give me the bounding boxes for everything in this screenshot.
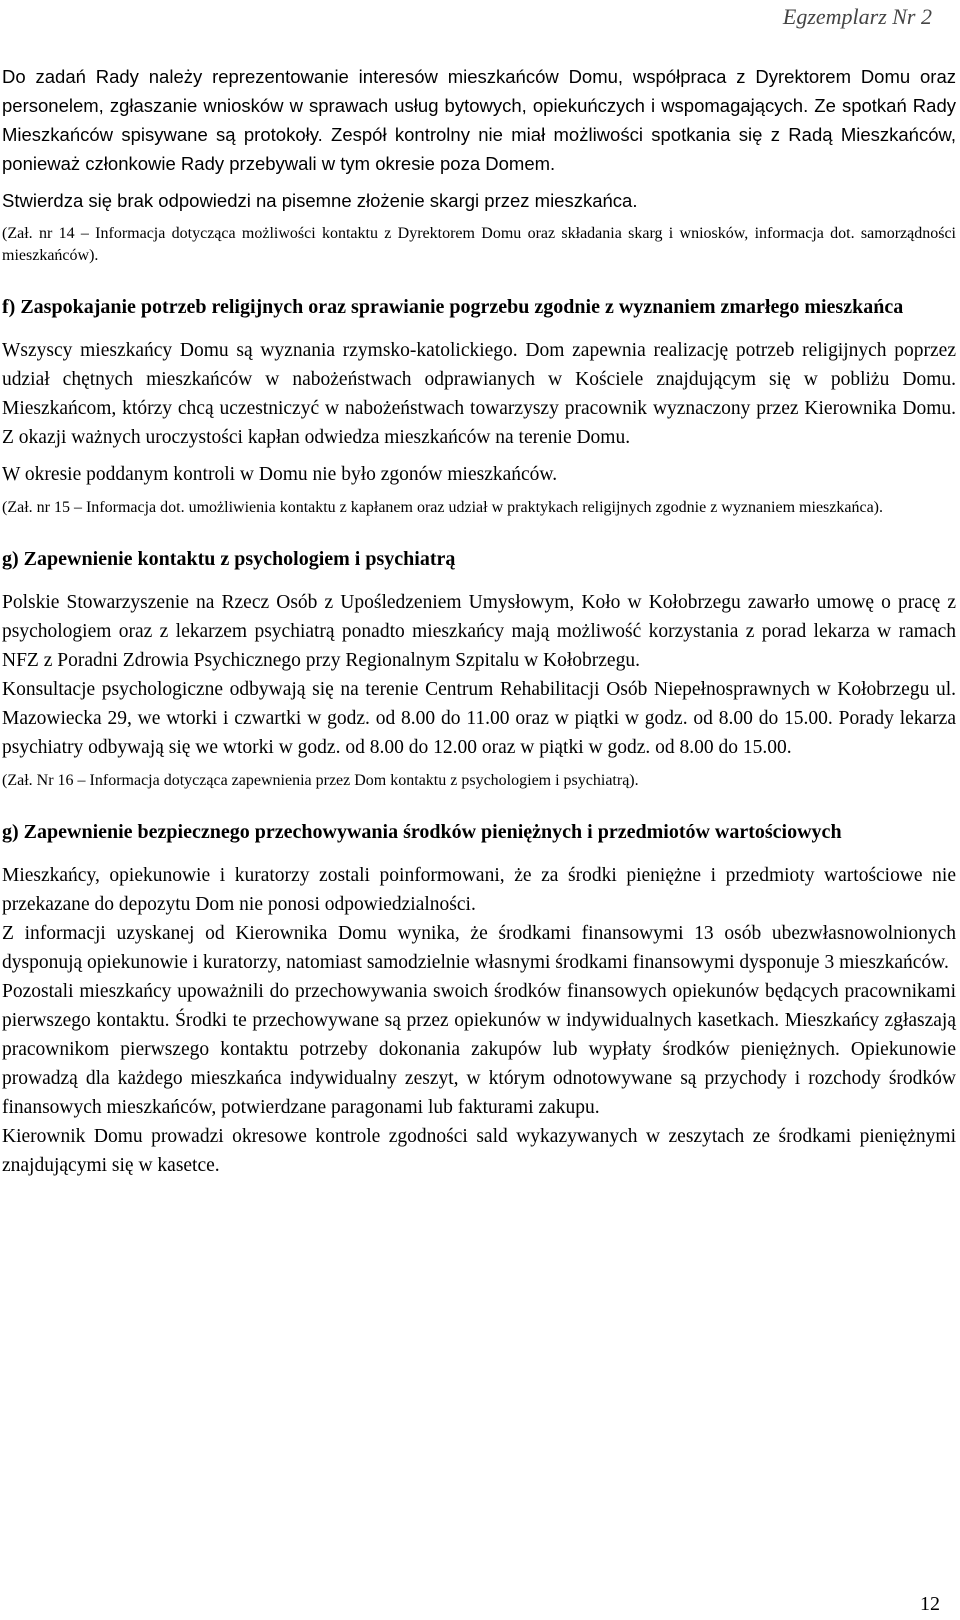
- page-number: 12: [920, 1593, 940, 1615]
- attachment-note-14: (Zał. nr 14 – Informacja dotycząca możliwości kontaktu z Dyrektorem Domu oraz składania skarg i wniosków, informacja dot. samorządności mieszkańców).: [2, 225, 956, 264]
- attachment-note-16: (Zał. Nr 16 – Informacja dotycząca zapewnienia przez Dom kontaktu z psychologiem i psychiatrą).: [2, 772, 639, 789]
- section-heading-g-valuables: g) Zapewnienie bezpiecznego przechowywania środków pieniężnych i przedmiotów wartościowych: [2, 821, 842, 843]
- document-body: [2, 62, 956, 1180]
- paragraph-balance-checks: Kierownik Domu prowadzi okresowe kontrole zgodności sald wykazywanych w zeszytach ze środkami pieniężnymi znajdującymi się w kasetce.: [2, 1126, 956, 1176]
- paragraph-psychiatry-contract: Polskie Stowarzyszenie na Rzecz Osób z Upośledzeniem Umysłowym, Koło w Kołobrzegu zawarło umowę o pracę z psychologiem oraz z lekarzem psychiatrą ponadto mieszkańcy mają możliwość korzystania z porad lekarza w ramach NFZ z Poradni Zdrowia Psychicznego przy Regionalnym Szpitalu w Kołobrzegu.: [2, 592, 956, 671]
- paragraph-religious-needs: Wszyscy mieszkańcy Domu są wyznania rzymsko-katolickiego. Dom zapewnia realizację potrzeb religijnych poprzez udział chętnych mieszkańców w nabożeństwach odprawianych w Kościele znajdującym się w pobliżu Domu. Mieszkańcom, którzy chcą uczestniczyć w nabożeństwach towarzyszy pracownik wyznaczony przez Kierownika Domu. Z okazji ważnych uroczystości kapłan odwiedza mieszkańców na terenie Domu.: [2, 340, 956, 448]
- paragraph-valuables-info: Mieszkańcy, opiekunowie i kuratorzy zostali poinformowani, że za środki pieniężne i przedmioty wartościowe nie przekazane do depozytu Dom nie ponosi odpowiedzialności.: [2, 865, 956, 915]
- paragraph-consultation-hours: Konsultacje psychologiczne odbywają się na terenie Centrum Rehabilitacji Osób Niepełnosprawnych w Kołobrzegu ul. Mazowiecka 29, we wtorki i czwartki w godz. od 8.00 do 11.00 oraz w piątki w godz. od 8.00 do 15.00. Porady lekarza psychiatry odbywają się we wtorki w godz. od 8.00 do 12.00 oraz w piątki w godz. od 8.00 do 15.00.: [2, 679, 956, 758]
- paragraph-cash-boxes: Pozostali mieszkańcy upoważnili do przechowywania swoich środków finansowych opiekunów będących pracownikami pierwszego kontaktu. Środki te przechowywane są przez opiekunów w indywidualnych kasetkach. Mieszkańcy zgłaszają pracownikom pierwszego kontaktu potrzeby dokonania zakupów lub wypłaty środków pieniężnych. Opiekunowie prowadzą dla każdego mieszkańca indywidualny zeszyt, w którym odnotowywane są przychody i rozchody środków finansowych mieszkańców, potwierdzane paragonami lub fakturami zakupu.: [2, 981, 956, 1118]
- paragraph-no-deaths: W okresie poddanym kontroli w Domu nie było zgonów mieszkańców.: [2, 464, 558, 485]
- section-heading-f: f) Zaspokajanie potrzeb religijnych oraz sprawianie pogrzebu zgodnie z wyznaniem zmarłego mieszkańca: [2, 296, 904, 318]
- section-heading-g-psychologist: g) Zapewnienie kontaktu z psychologiem i psychiatrą: [2, 548, 456, 570]
- paragraph-guardians-funds: Z informacji uzyskanej od Kierownika Domu wynika, że środkami finansowymi 13 osób ubezwłasnowolnionych dysponują opiekunowie i kuratorzy, natomiast samodzielnie własnymi środkami finansowymi dysponuje 3 mieszkańców.: [2, 923, 956, 973]
- paragraph-resident-council: Do zadań Rady należy reprezentowanie interesów mieszkańców Domu, współpraca z Dyrektorem Domu oraz personelem, zgłaszanie wniosków w sprawach usług bytowych, opiekuńczych i wspomagających. Ze spotkań Rady Mieszkańców spisywane są protokoły. Zespół kontrolny nie miał możliwości spotkania się z Radą Mieszkańców, ponieważ członkowie Rady przebywali w tym okresie poza Domem.: [2, 66, 956, 174]
- attachment-note-15: (Zał. nr 15 – Informacja dot. umożliwienia kontaktu z kapłanem oraz udział w praktykach religijnych zgodnie z wyznaniem mieszkańca).: [2, 499, 883, 516]
- copy-number-header: Egzemplarz Nr 2: [782, 4, 932, 29]
- paragraph-complaint-finding: Stwierdza się brak odpowiedzi na pisemne złożenie skargi przez mieszkańca.: [2, 190, 638, 211]
